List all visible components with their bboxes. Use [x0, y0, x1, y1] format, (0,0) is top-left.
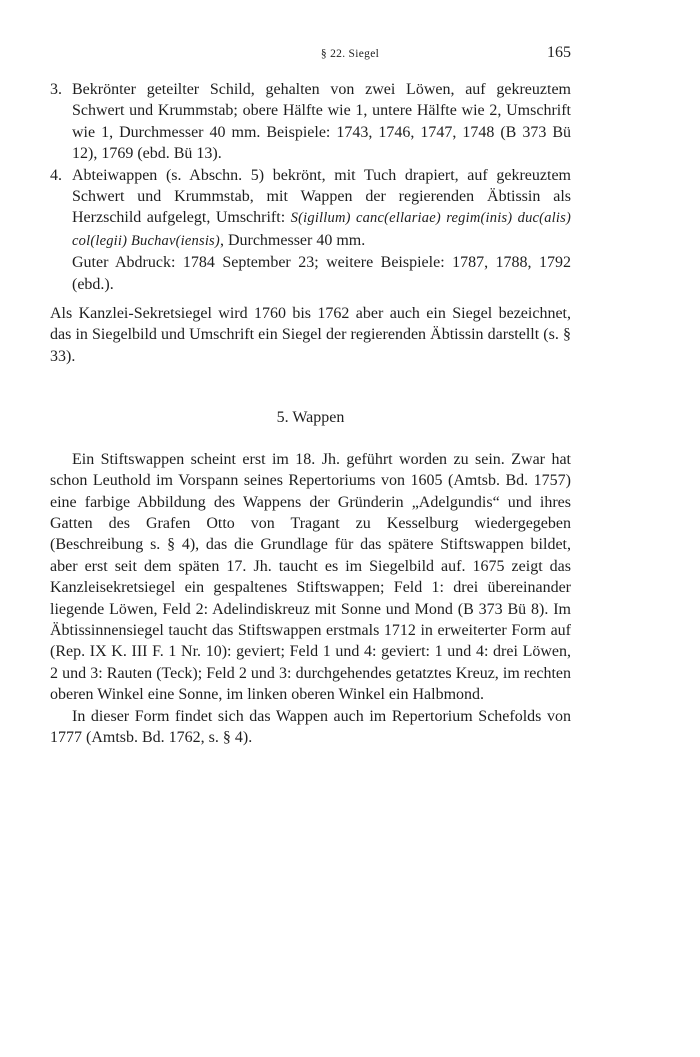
paragraph: In dieser Form findet sich das Wappen auch im Repertorium Schefolds von 1777 (Amtsb. Bd. 1762, s. § 4).	[50, 707, 571, 746]
page-number: 165	[547, 44, 571, 61]
seal-list	[50, 79, 571, 295]
list-item-text: Bekrönter geteilter Schild, gehalten von zwei Löwen, auf gekreuztem Schwert und Krummstab; obere Hälfte wie 1, untere Hälfte wie 2, Umschrift wie 1, Durchmesser 40 mm. Beispiele: 1743, 1746, 1747, 1748 (B 373 Bü 12), 1769 (ebd. Bü 13).	[72, 81, 571, 163]
seal-paragraph: Als Kanzlei-Sekretsiegel wird 1760 bis 1762 aber auch ein Siegel bezeichnet, das in Siegelbild und Umschrift ein Siegel der regierenden Äbtissin darstellt (s. § 33).	[50, 305, 571, 365]
seal-legend: S(igillum) canc(ellariae) regim(inis) duc(alis) col(legii) Buchav(iensis)	[72, 210, 571, 249]
list-item-number: 3.	[50, 81, 62, 98]
list-item-extra: Guter Abdruck: 1784 September 23; weitere Beispiele: 1787, 1788, 1792 (ebd.).	[72, 254, 571, 293]
running-title: § 22. Siegel	[320, 48, 380, 60]
list-item-number: 4.	[50, 166, 62, 184]
paragraph: Ein Stiftswappen scheint erst im 18. Jh. geführt worden zu sein. Zwar hat schon Leuthold im Vorspann seines Repertoriums von 1605 (Amtsb. Bd. 1757) eine farbige Abbildung des Wappens der Gründerin „Adelgundis“ und ihres Gatten des Grafen Otto von Tragant zu Kesselburg wiedergegeben (Beschreibung s. § 4), das die Grundlage für das spätere Stiftswappen bildet, aber erst seit dem späten 17. Jh. taucht es im Siegelbild auf. 1675 zeigt das Kanzleisekretsiegel ein gespaltenes Stiftswappen; Feld 1: drei übereinander liegende Löwen, Feld 2: Adelindiskreuz mit Sonne und Mond (B 373 Bü 8). Im Äbtissinnensiegel taucht das Stiftswappen erstmals 1712 in erweiterter Form auf (Rep. IX K. III F. 1 Nr. 10): geviert; Feld 1 und 4: geviert: 1 und 4: drei Löwen, 2 und 3: Rauten (Teck); Feld 2 und 3: durchgehendes getatztes Kreuz, im rechten oberen Winkel eine Sonne, im linken oberen Winkel ein Halbmond.	[50, 450, 571, 704]
section-heading: 5. Wappen	[276, 409, 345, 427]
body-text	[50, 79, 571, 748]
list-item-text-before: Abteiwappen (s. Abschn. 5) bekrönt, mit Tuch drapiert, auf gekreuztem Schwert und Krummstab, mit Wappen der regierenden Äbtissin als Herzschild aufgelegt, Umschrift:	[72, 166, 571, 227]
list-item-text-after: , Durchmesser 40 mm.	[219, 231, 366, 249]
list-item	[50, 165, 571, 295]
list-item	[50, 79, 571, 165]
list-item-text	[72, 165, 571, 253]
